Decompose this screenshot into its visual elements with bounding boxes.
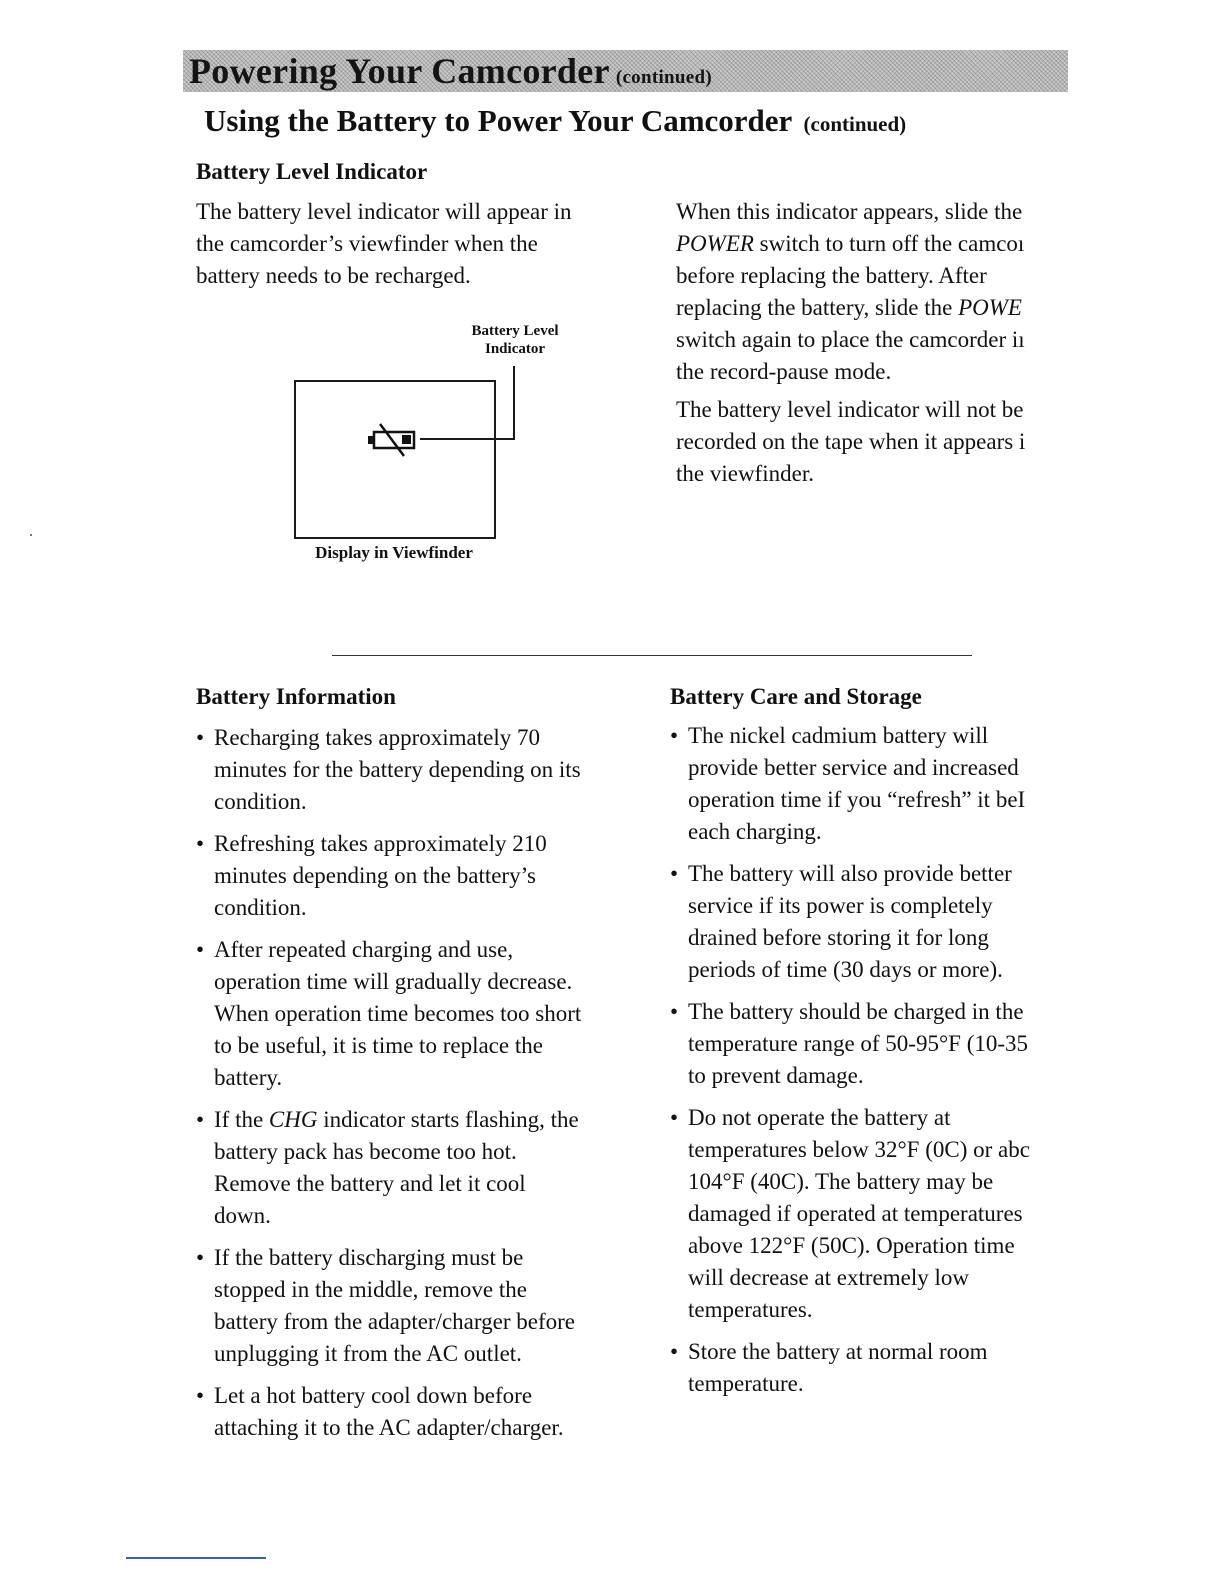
list-item: • Let a hot battery cool down before attaching it to the AC adapter/charger.: [196, 1383, 564, 1440]
battery-level-icon: [368, 420, 424, 460]
intro-line: battery needs to be recharged.: [196, 263, 471, 288]
battery-information-heading: Battery Information: [196, 684, 396, 709]
figure-callout-label: Battery Level Indicator: [471, 323, 559, 357]
footer-rule: [126, 1557, 266, 1559]
intro-line: the camcorder’s viewfinder when the: [196, 231, 538, 256]
indicator-note: The battery level indicator will not be recorded on the tape when it appears i the viewfinder.: [676, 397, 1026, 486]
intro-line: The battery level indicator will appear in: [196, 199, 572, 224]
list-item: • If the battery discharging must be stopped in the middle, remove the battery from the adapter/charger before unplugging it from the AC outlet.: [196, 1245, 575, 1366]
scan-speck: [30, 534, 32, 536]
list-item: • The battery will also provide better service if its power is completely drained before storing it for long periods of time (30 days or more).: [670, 861, 1012, 982]
list-item: • If the CHG indicator starts flashing, the battery pack has become too hot. Remove the battery and let it cool down.: [196, 1107, 579, 1228]
list-item: • Do not operate the battery at temperatures below 32°F (0C) or abc 104°F (40C). The battery may be damaged if operated at temperatures above 122°F (50C). Operation time will decrease at extremely low temperatures.: [670, 1105, 1030, 1322]
callout-leader-line: [513, 366, 515, 440]
list-item: • After repeated charging and use, operation time will gradually decrease. When operation time becomes too short to be useful, it is time to replace the battery.: [196, 937, 582, 1090]
list-item: • The nickel cadmium battery will provide better service and increased operation time if you “refresh” it beI each charging.: [670, 723, 1026, 844]
list-item: • Store the battery at normal room temperature.: [670, 1339, 988, 1396]
list-item: • Refreshing takes approximately 210 minutes depending on the battery’s condition.: [196, 831, 547, 920]
section-heading: Using the Battery to Power Your Camcorder (continued): [204, 103, 907, 138]
battery-care-heading: Battery Care and Storage: [670, 684, 922, 709]
battery-care-list: [670, 720, 1030, 1410]
indicator-instructions: When this indicator appears, slide the POWER switch to turn off the camcoı before replacing the battery. After replacing the battery, slide the POWE switch again to place the camcorder iı the record-pause mode.: [676, 199, 1025, 384]
battery-level-intro: [196, 196, 572, 292]
banner-title: Powering Your Camcorder (continued): [189, 51, 713, 91]
callout-leader-line: [420, 438, 515, 440]
list-item: • The battery should be charged in the temperature range of 50-95°F (10-35 to prevent damage.: [670, 999, 1029, 1088]
figure-caption: Display in Viewfinder: [315, 543, 473, 562]
section-divider: [332, 655, 972, 656]
battery-information-list: [196, 722, 581, 1454]
section-heading-suffix: (continued): [803, 112, 907, 136]
battery-level-heading: Battery Level Indicator: [196, 159, 428, 184]
page-banner: [183, 50, 1068, 92]
banner-subtitle: (continued): [615, 67, 713, 88]
list-item: • Recharging takes approximately 70 minutes for the battery depending on its condition.: [196, 725, 581, 814]
